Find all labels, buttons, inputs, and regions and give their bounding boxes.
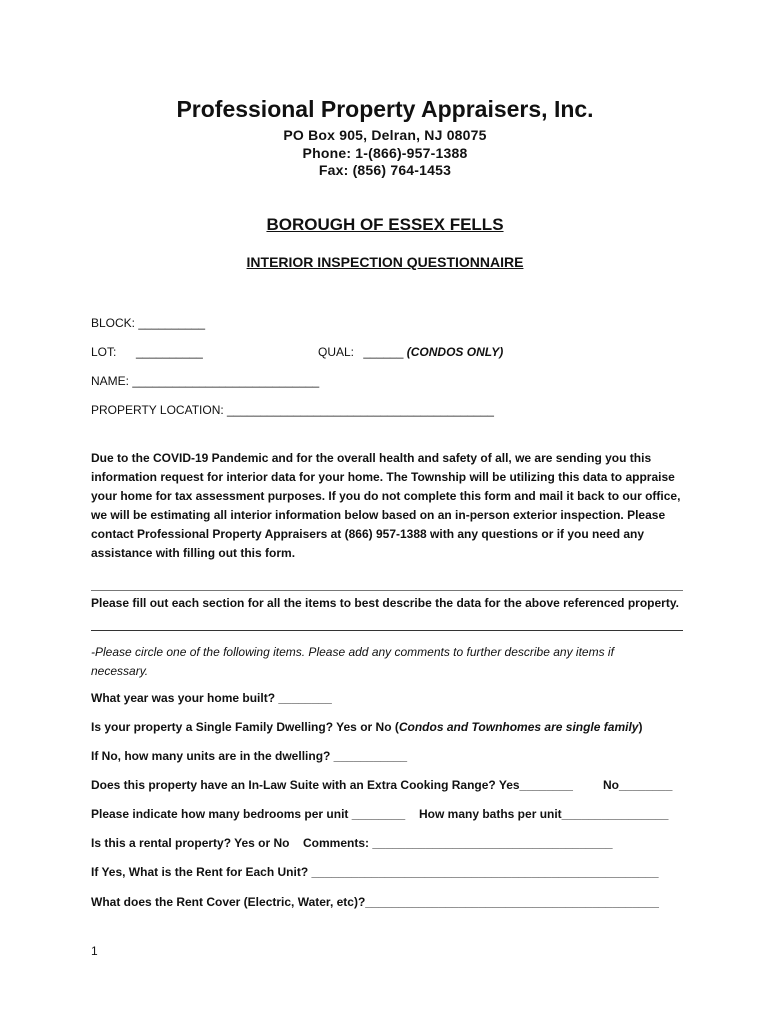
block-blank: __________ [138,316,206,330]
name-blank: ____________________________ [132,374,320,388]
section-divider-bottom [91,630,683,631]
question-inlaw-no[interactable]: No________ [603,778,673,792]
instruction-text: Please fill out each section for all the items to best describe the data for the above referenced property. [91,596,679,610]
qual-blank: ______ [363,345,404,359]
qual-label: QUAL: [318,345,355,359]
single-family-close: ) [638,720,643,734]
intro-paragraph: Due to the COVID-19 Pandemic and for the overall health and safety of all, we are sending you this information request for interior data for your home. The Township will be utilizing this data to appraise your home for tax assessment purposes. If you do not complete this form and mail it back to our office, we will be estimating all interior information below based on an in-person exterior inspection. Please contact Professional Property Appraisers at (866) 957-1388 with any questions or if you need any assistance with filling out this form. [91,451,681,560]
name-label: NAME: [91,374,130,388]
lot-label: LOT: [91,345,117,359]
document-subtitle: INTERIOR INSPECTION QUESTIONNAIRE [246,254,524,270]
single-family-text: Is your property a Single Family Dwelling? Yes or No ( [91,720,399,734]
block-label: BLOCK: [91,316,136,330]
company-phone: Phone: 1-(866)-957-1388 [302,145,468,161]
question-single-family[interactable] [91,720,642,734]
company-address: PO Box 905, Delran, NJ 08075 [283,127,487,143]
question-rental[interactable]: Is this a rental property? Yes or No [91,836,290,850]
circle-note: -Please circle one of the following items. Please add any comments to further describe any items if necessary. [91,645,614,678]
question-year-built[interactable]: What year was your home built? ________ [91,691,332,705]
block-field[interactable] [91,316,205,330]
question-rental-comments[interactable]: Comments: ____________________________________ [303,836,613,850]
question-rent-cover[interactable]: What does the Rent Cover (Electric, Water, etc)?____________________________________________ [91,895,659,909]
qual-field[interactable] [318,345,503,359]
location-blank[interactable]: ________________________________________ [227,403,494,417]
qual-note: (CONDOS ONLY) [406,345,504,359]
lot-blank[interactable]: __________ [136,345,203,359]
company-name: Professional Property Appraisers, Inc. [176,96,594,122]
question-units[interactable]: If No, how many units are in the dwelling? ___________ [91,749,408,763]
company-fax: Fax: (856) 764-1453 [318,162,452,178]
section-divider-top [91,590,683,591]
question-baths[interactable]: How many baths per unit________________ [419,807,669,821]
question-inlaw-yes[interactable]: Does this property have an In-Law Suite with an Extra Cooking Range? Yes________ [91,778,573,792]
document-title: BOROUGH OF ESSEX FELLS [266,215,504,234]
name-field[interactable] [91,374,319,388]
page-number: 1 [91,944,98,958]
single-family-note: Condos and Townhomes are single family [398,720,639,734]
location-label: PROPERTY LOCATION: [91,403,224,417]
question-rent-amount[interactable]: If Yes, What is the Rent for Each Unit? ____________________________________________________ [91,865,659,879]
question-bedrooms[interactable]: Please indicate how many bedrooms per unit ________ [91,807,406,821]
